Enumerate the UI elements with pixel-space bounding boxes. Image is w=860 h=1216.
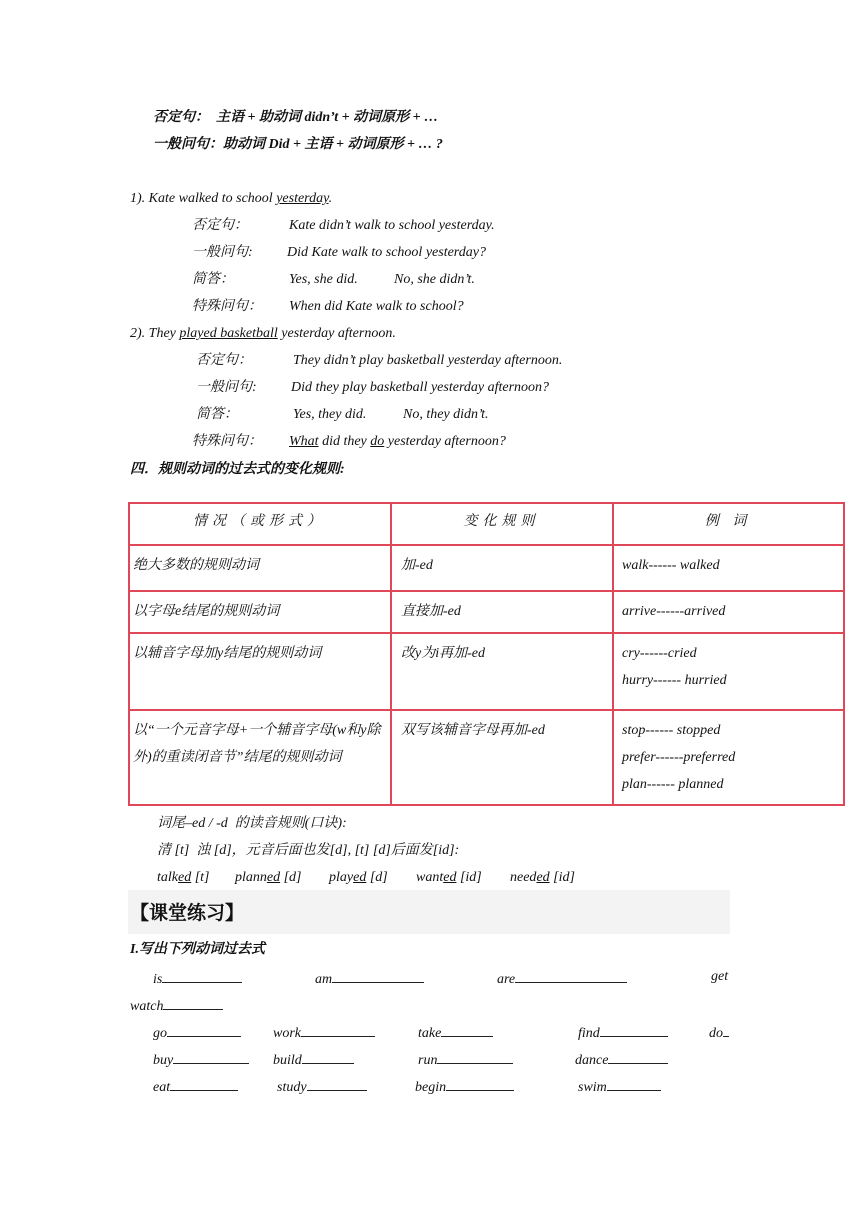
answer-blank[interactable] <box>608 1049 668 1064</box>
pronunciation-example: wanted [id] <box>416 870 482 885</box>
table-row <box>129 710 844 805</box>
example1-sentence: 1). Kate walked to school yesterday. <box>130 191 333 206</box>
header-case: 情况（或形式） <box>129 503 391 545</box>
case-cell: 绝大多数的规则动词 <box>129 545 391 591</box>
answer-blank[interactable] <box>723 1022 729 1037</box>
exercise-item: buy <box>153 1049 249 1070</box>
pronunciation-example: talked [t] <box>157 870 210 885</box>
table-row <box>129 633 844 710</box>
example1-neg: Kate didn’t walk to school yesterday. <box>289 218 495 233</box>
exercise-item: am <box>315 968 424 989</box>
example-cell: cry------cried hurry------ hurried <box>613 633 844 710</box>
example1-wh-label: 特殊问句： <box>192 299 262 314</box>
rule-cell: 直接加-ed <box>391 591 613 633</box>
answer-blank[interactable] <box>173 1049 249 1064</box>
header-rule: 变化规则 <box>391 503 613 545</box>
answer-blank[interactable] <box>163 995 223 1010</box>
answer-blank[interactable] <box>167 1022 241 1037</box>
answer-blank[interactable] <box>332 968 424 983</box>
table-header-row <box>129 503 844 545</box>
table-row <box>129 591 844 633</box>
example1-q-label: 一般问句: <box>192 245 253 260</box>
answer-blank[interactable] <box>301 1022 375 1037</box>
exercise1-title: I.写出下列动词过去式 <box>130 942 265 957</box>
answer-blank[interactable] <box>607 1076 661 1091</box>
example1-short-yes: Yes, she did. <box>289 272 358 287</box>
example2-short-label: 简答： <box>196 407 238 422</box>
exercise-item: run <box>418 1049 513 1070</box>
case-cell: 以“一个元音字母+一个辅音字母(w和y除外)的重读闭音节”结尾的规则动词 <box>129 710 391 805</box>
exercise-item: swim <box>578 1076 661 1097</box>
answer-blank[interactable] <box>437 1049 513 1064</box>
table-row <box>129 545 844 591</box>
exercise-item: begin <box>415 1076 514 1097</box>
example2-q-label: 一般问句: <box>196 380 257 395</box>
exercise-item: go <box>153 1022 241 1043</box>
example2-short-no: No, they didn’t. <box>403 407 489 422</box>
rule-cell: 改y为i再加-ed <box>391 633 613 710</box>
exercise-item: is <box>153 968 242 989</box>
example-cell: stop------ stopped prefer------preferred plan------ planned <box>613 710 844 805</box>
answer-blank[interactable] <box>600 1022 668 1037</box>
exercise-item: take <box>418 1022 493 1043</box>
pronunciation-rule: 清 [t] 浊 [d]，元音后面也发[d], [t] [d]后面发[id]: <box>157 843 460 858</box>
pronunciation-example: played [d] <box>329 870 388 885</box>
example1-short-label: 简答： <box>192 272 234 287</box>
case-cell: 以字母e结尾的规则动词 <box>129 591 391 633</box>
answer-blank[interactable] <box>170 1076 238 1091</box>
exercise-item: are <box>497 968 627 989</box>
answer-blank[interactable] <box>162 968 242 983</box>
pronunciation-example: planned [d] <box>235 870 302 885</box>
practice-heading: 【课堂练习】 <box>130 902 245 924</box>
example2-wh: What did they do yesterday afternoon? <box>289 434 506 449</box>
exercise-item: study <box>277 1076 367 1097</box>
pronunciation-example: needed [id] <box>510 870 575 885</box>
exercise-item: eat <box>153 1076 238 1097</box>
exercise-item: find <box>578 1022 668 1043</box>
exercise-item: work <box>273 1022 375 1043</box>
rule-cell: 加-ed <box>391 545 613 591</box>
example2-wh-label: 特殊问句： <box>192 434 262 449</box>
case-cell: 以辅音字母加y结尾的规则动词 <box>129 633 391 710</box>
exercise-item: get <box>711 969 729 984</box>
example1-neg-label: 否定句： <box>192 218 248 233</box>
example2-q: Did they play basketball yesterday afternoon? <box>291 380 550 395</box>
answer-blank[interactable] <box>446 1076 514 1091</box>
example2-neg-label: 否定句： <box>196 353 252 368</box>
example2-neg: They didn’t play basketball yesterday afternoon. <box>293 353 563 368</box>
answer-blank[interactable] <box>302 1049 354 1064</box>
example-cell: arrive------arrived <box>613 591 844 633</box>
past-tense-rules-table <box>128 502 845 806</box>
exercise-item: build <box>273 1049 354 1070</box>
example1-q: Did Kate walk to school yesterday? <box>287 245 486 260</box>
negative-pattern: 否定句： 主语 + 助动词 didn’t + 动词原形 + … <box>153 110 439 125</box>
rule-cell: 双写该辅音字母再加-ed <box>391 710 613 805</box>
exercise-item: dance <box>575 1049 668 1070</box>
pronunciation-title: 词尾–ed / -d 的读音规则(口诀): <box>157 816 347 831</box>
example-cell: walk------ walked <box>613 545 844 591</box>
example1-wh: When did Kate walk to school? <box>289 299 464 314</box>
exercise-item: do <box>709 1022 729 1043</box>
example2-short-yes: Yes, they did. <box>293 407 367 422</box>
question-pattern: 一般问句：助动词 Did + 主语 + 动词原形 + … ? <box>153 137 443 152</box>
answer-blank[interactable] <box>515 968 627 983</box>
answer-blank[interactable] <box>307 1076 367 1091</box>
section4-title: 四．规则动词的过去式的变化规则: <box>130 462 345 477</box>
exercise-item: watch <box>130 995 223 1016</box>
example1-short-no: No, she didn’t. <box>394 272 475 287</box>
header-example: 例 词 <box>613 503 844 545</box>
answer-blank[interactable] <box>441 1022 493 1037</box>
example2-sentence: 2). They played basketball yesterday afternoon. <box>130 326 396 341</box>
